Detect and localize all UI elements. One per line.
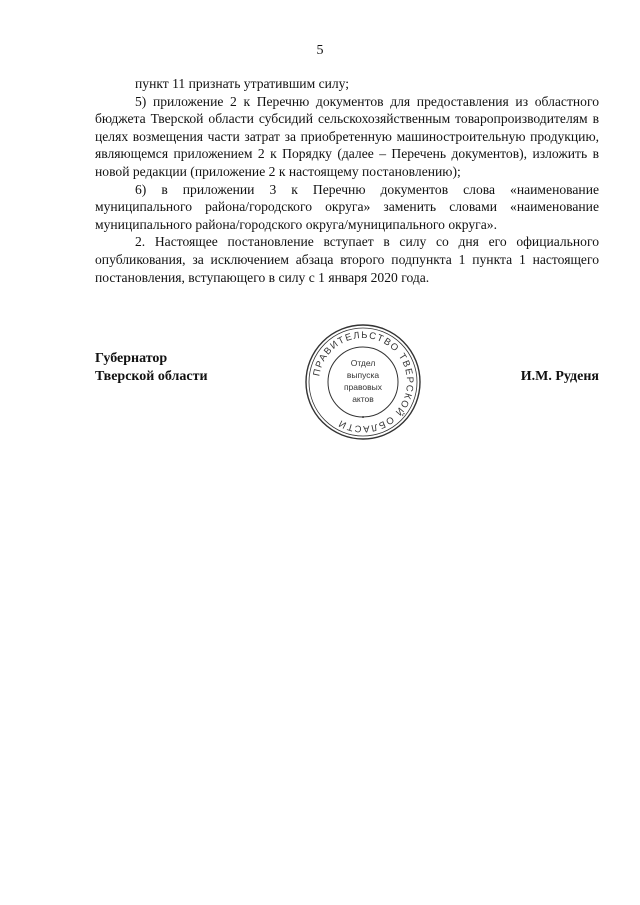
stamp-center-line3: правовых (343, 382, 383, 392)
stamp-ring-text: ПРАВИТЕЛЬСТВО ТВЕРСКОЙ ОБЛАСТИ (311, 329, 416, 435)
paragraph-subitem-6: 6) в приложении 3 к Перечню документов слова «наименование муниципального района/городского округа» заменить словами «наименование муниципального района/городского округа/муниципального округа». (95, 181, 599, 232)
paragraph-item-11: пункт 11 признать утратившим силу; (135, 76, 350, 91)
stamp-star-icon: • (361, 413, 365, 422)
signer-position (95, 350, 208, 386)
official-stamp (303, 322, 423, 442)
stamp-center-line1: Отдел (350, 358, 376, 368)
page-number: 5 (316, 43, 324, 58)
paragraph-subitem-5: 5) приложение 2 к Перечню документов для предоставления из областного бюджета Тверской области субсидий сельскохозяйственным товаропроизводителям в целях возмещения части затрат за приобретенную машиностроительную продукцию, являющемся приложением 2 к Порядку (далее – Перечень документов), изложить в новой редакции (приложение 2 к настоящему постановлению); (95, 93, 599, 179)
signer-position-line1: Губернатор (95, 351, 168, 366)
stamp-center-line4: актов (352, 394, 374, 404)
paragraph-effective-date: 2. Настоящее постановление вступает в силу со дня его официального опубликования, за исключением абзаца второго подпункта 1 пункта 1 настоящего постановления, вступающего в силу с 1 января 2020 года. (95, 234, 599, 285)
stamp-center-line2: выпуска (346, 370, 380, 380)
signer-position-line2: Тверской области (95, 369, 208, 384)
document-body (95, 75, 599, 286)
signature-block (95, 329, 599, 460)
stamp-icon (303, 322, 423, 442)
signer-name: И.М. Руденя (520, 369, 599, 384)
